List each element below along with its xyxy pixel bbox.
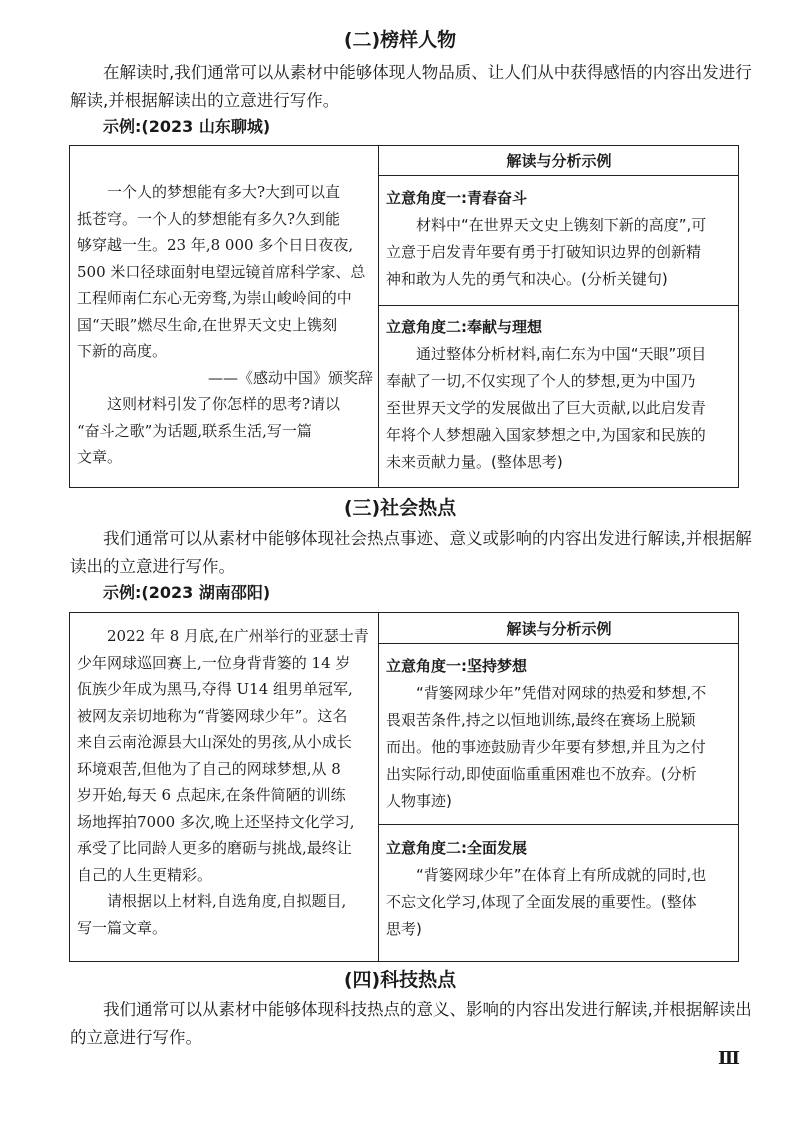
material-line: 被网友亲切地称为“背篓网球少年”。这名 [77,706,348,725]
material-line: 少年网球巡回赛上,一位身背背篓的 14 岁 [77,653,351,672]
analysis-line: 未来贡献力量。(整体思考) [386,453,563,471]
page-number: Ⅲ [718,1048,740,1069]
section-heading-role-models: (二)榜样人物 [343,29,457,51]
analysis-angle-2 [386,314,734,476]
analysis-line: “背篓网球少年”凭借对网球的热爱和梦想,不 [416,684,707,702]
material-line: 场地挥拍7000 多次,晚上还坚持文化学习, [77,812,355,831]
analysis-line: 年将个人梦想融入国家梦想之中,为国家和民族的 [386,426,706,444]
material-line: 环境艰苦,但他为了自己的网球梦想,从 8 [77,759,341,778]
material-line: 写一篇文章。 [77,918,168,937]
section-intro-social-issues [70,525,752,581]
analysis-line: 材料中“在世界天文史上镌刻下新的高度”,可 [416,216,707,234]
intro-line: 在解读时,我们通常可以从素材中能够体现人物品质、让人们从中获得感悟的内容出发进行 [103,63,752,82]
material-line: 2022 年 8 月底,在广州举行的亚瑟士青 [107,627,369,645]
analysis-line: 通过整体分析材料,南仁东为中国“天眼”项目 [416,345,707,363]
analysis-line: 立意于启发青年要有勇于打破知识边界的创新精 [386,243,702,261]
analysis-line: 奉献了一切,不仅实现了个人的梦想,更为中国乃 [386,372,696,390]
material-line: 工程师南仁东心无旁骛,为崇山峻岭间的中 [77,289,352,307]
table-divider [378,613,379,961]
intro-line: 读出的立意进行写作。 [70,557,235,576]
material-line: 下新的高度。 [77,342,168,360]
section-intro-tech-issues [70,996,752,1052]
analysis-line: 不忘文化学习,体现了全面发展的重要性。(整体 [386,893,697,911]
example-label-hunan: 示例:(2023 湖南邵阳) [103,583,271,602]
angle-title: 立意角度一:青春奋斗 [386,189,527,207]
table-header-analysis: 解读与分析示例 [506,620,612,638]
material-line: 请根据以上材料,自选角度,自拟题目, [107,892,347,910]
material-line: 抵苍穹。一个人的梦想能有多久?久到能 [77,209,341,228]
intro-line: 解读,并根据解读出的立意进行写作。 [70,91,340,110]
analysis-line: “背篓网球少年”在体育上有所成就的同时,也 [416,866,707,884]
material-line: 佤族少年成为黑马,夺得 U14 组男单冠军, [77,680,353,698]
material-text-block [77,179,373,471]
analysis-line: 出实际行动,即使面临重重困难也不放弃。(分析 [386,765,697,783]
material-line: 够穿越一生。23 年,8 000 多个日日夜夜, [77,236,354,254]
table-divider [378,146,379,487]
analysis-line: 而出。他的事迹鼓励青少年要有梦想,并且为之付 [386,738,706,756]
angle-title: 立意角度一:坚持梦想 [386,657,527,675]
material-line: 岁开始,每天 6 点起床,在条件简陋的训练 [77,786,346,804]
section-intro-role-models [70,59,752,115]
material-line: 一个人的梦想能有多大?大到可以直 [107,183,341,201]
example-label-shandong: 示例:(2023 山东聊城) [103,117,271,136]
analysis-angle-1 [386,185,734,293]
section-heading-tech-issues: (四)科技热点 [343,969,457,991]
intro-line: 我们通常可以从素材中能够体现社会热点事迹、意义或影响的内容出发进行解读,并根据解 [103,529,752,548]
material-line: “奋斗之歌”为话题,联系生活,写一篇 [77,421,312,440]
material-line: 来自云南沧源县大山深处的男孩,从小成长 [77,733,352,751]
intro-line: 我们通常可以从素材中能够体现科技热点的意义、影响的内容出发进行解读,并根据解读出 [103,1000,752,1019]
angle-title: 立意角度二:奉献与理想 [386,318,542,336]
analysis-line: 人物事迹) [386,792,452,810]
analysis-angle-2 [386,835,734,943]
analysis-line: 思考) [386,920,422,938]
section-heading-social-issues: (三)社会热点 [343,497,457,519]
material-source: ——《感动中国》颁奖辞 [207,368,373,387]
example-table-2 [69,612,739,962]
intro-line: 的立意进行写作。 [70,1028,202,1047]
angle-title: 立意角度二:全面发展 [386,839,527,857]
material-line: 文章。 [77,448,123,466]
analysis-angle-1 [386,653,734,815]
material-line: 自己的人生更精彩。 [77,865,213,884]
analysis-line: 神和敢为人先的勇气和决心。(分析关键句) [386,270,668,288]
table-divider [378,305,738,306]
material-line: 国“天眼”燃尽生命,在世界天文史上镌刻 [77,315,338,334]
material-text-block [77,623,373,941]
material-line: 500 米口径球面射电望远镜首席科学家、总 [77,262,366,281]
analysis-line: 至世界天文学的发展做出了巨大贡献,以此启发青 [386,399,706,417]
material-line: 这则材料引发了你怎样的思考?请以 [107,395,341,413]
table-divider [378,824,738,825]
example-table-1 [69,145,739,488]
analysis-line: 畏艰苦条件,持之以恒地训练,最终在赛场上脱颖 [386,711,696,729]
table-header-analysis: 解读与分析示例 [506,152,612,170]
material-line: 承受了比同龄人更多的磨砺与挑战,最终让 [77,839,352,857]
